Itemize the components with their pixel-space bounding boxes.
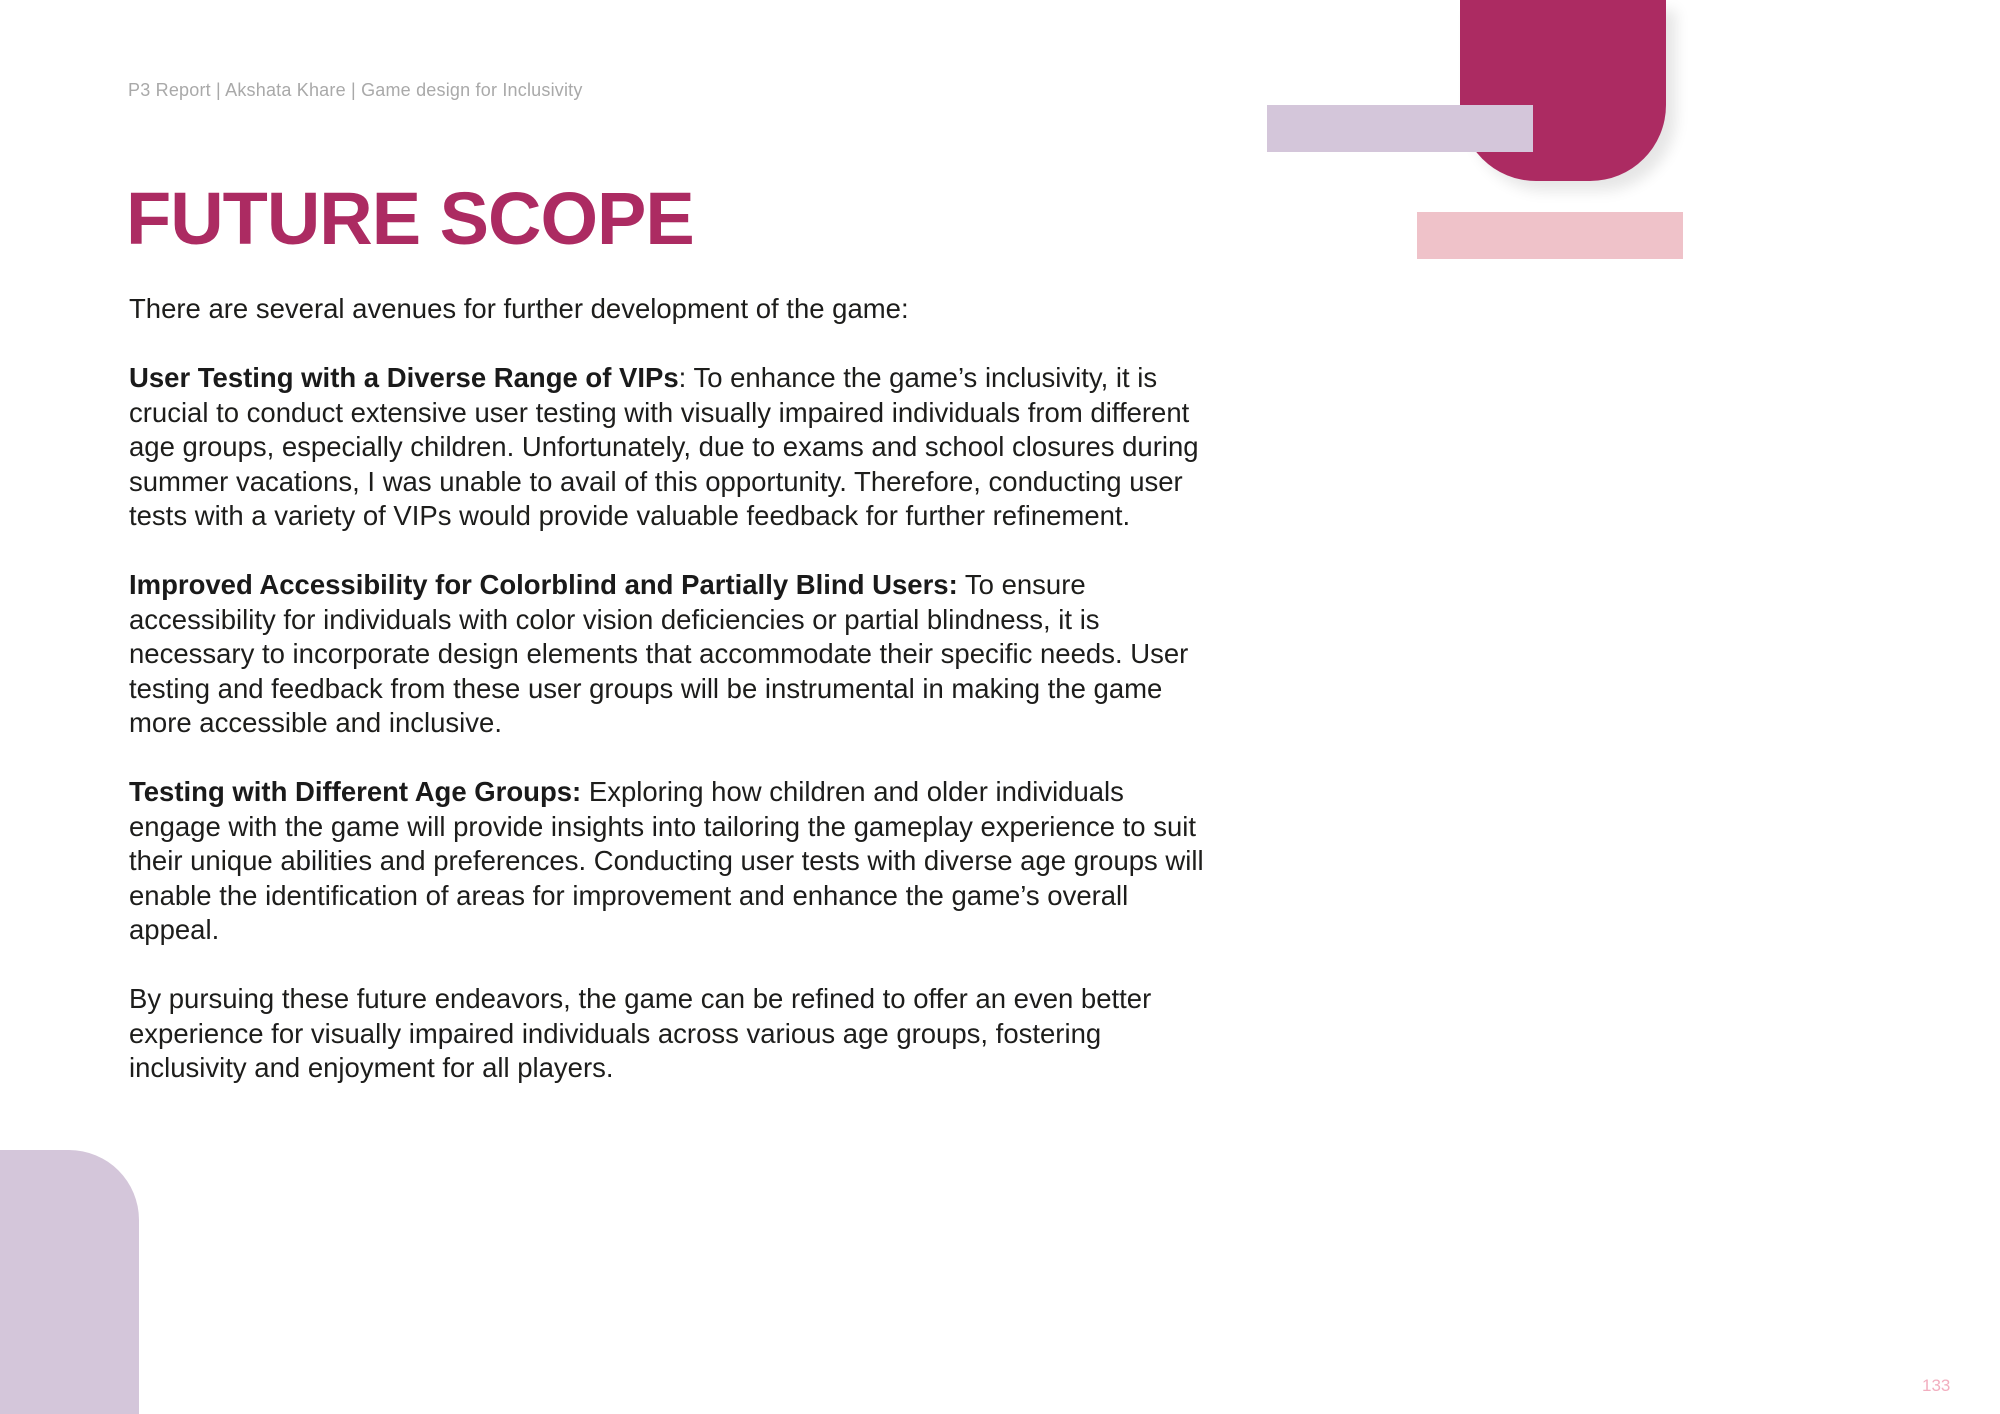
section-heading: Testing with Different Age Groups: (129, 776, 582, 807)
section-heading: Improved Accessibility for Colorblind and Partially Blind Users: (129, 569, 958, 600)
section-user-testing (129, 361, 1219, 534)
decorative-pink-bar (1417, 212, 1683, 259)
decorative-magenta-tab (1460, 0, 1666, 181)
section-accessibility (129, 568, 1219, 741)
running-header: P3 Report | Akshata Khare | Game design for Inclusivity (128, 80, 583, 100)
conclusion-paragraph: By pursuing these future endeavors, the game can be refined to offer an even better experience for visually impaired individuals across various age groups, fostering inclusivity and enjoyment for all players. (129, 983, 1152, 1083)
section-age-groups (129, 775, 1219, 948)
section-text: Exploring how children and older individuals engage with the game will provide insights into tailoring the gameplay experience to suit their unique abilities and preferences. Conducting user tests with diverse age groups will enable the identification of areas for improvement and enhance the game’s overall appeal. (129, 776, 1204, 945)
section-text: To ensure accessibility for individuals with color vision deficiencies or partial blindness, it is necessary to incorporate design elements that accommodate their specific needs. User testing and feedback from these user groups will be instrumental in making the game more accessible and inclusive. (129, 569, 1189, 738)
section-text: : To enhance the game’s inclusivity, it is crucial to conduct extensive user testing with visually impaired individuals from different age groups, especially children. Unfortunately, due to exams and school closures during summer vacations, I was unable to avail of this opportunity. Therefore, conducting user tests with a variety of VIPs would provide valuable feedback for further refinement. (129, 362, 1199, 531)
decorative-lilac-bar (1267, 105, 1533, 152)
section-heading: User Testing with a Diverse Range of VIPs (129, 362, 679, 393)
page-title: FUTURE SCOPE (126, 177, 694, 260)
decorative-lilac-corner (0, 1150, 139, 1414)
body-content (129, 292, 1219, 1120)
page-number: 133 (1922, 1376, 1951, 1395)
intro-paragraph: There are several avenues for further development of the game: (129, 293, 909, 324)
